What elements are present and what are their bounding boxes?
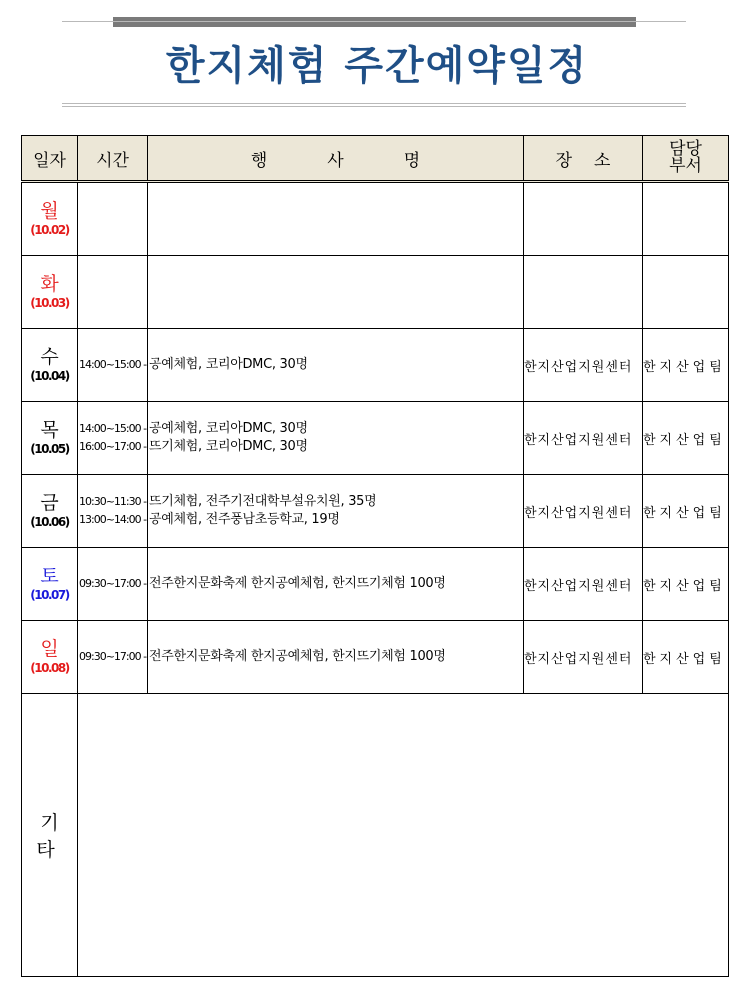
day-date: (10.04) — [30, 369, 69, 383]
day-name: 일 — [40, 638, 59, 660]
time-slot: 10:30~11:30 - — [79, 495, 147, 508]
event-cell — [148, 548, 524, 621]
time-slot: 14:00~15:00 - — [79, 358, 147, 371]
time-slot: 13:00~14:00 - — [79, 513, 147, 526]
schedule-table — [21, 135, 729, 977]
event-item: 전주한지문화축제 한지공예체험, 한지뜨기체험 100명 — [149, 576, 446, 591]
day-name: 월 — [40, 200, 59, 222]
header-time: 시간 — [78, 136, 148, 182]
header-place: 장소 — [524, 136, 643, 182]
day-date: (10.06) — [30, 515, 69, 529]
dept-cell: 한지산업팀 — [643, 548, 729, 621]
time-cell — [78, 548, 148, 621]
place-cell: 한지산업지원센터 — [524, 402, 643, 475]
dept-cell: 한지산업팀 — [643, 402, 729, 475]
day-cell — [22, 256, 78, 329]
place-cell — [524, 182, 643, 256]
event-item: 뜨기체험, 전주기전대학부설유치원, 35명 — [149, 494, 377, 509]
event-cell — [148, 182, 524, 256]
day-name: 토 — [40, 565, 59, 587]
time-cell — [78, 182, 148, 256]
dept-cell: 한지산업팀 — [643, 475, 729, 548]
day-row — [22, 256, 729, 329]
time-slot: 09:30~17:00 - — [79, 577, 147, 590]
dept-cell — [643, 182, 729, 256]
header-dept-line1: 담당 — [669, 139, 702, 159]
etc-row — [22, 694, 729, 977]
time-cell — [78, 329, 148, 402]
day-date: (10.02) — [30, 223, 69, 237]
time-slot: 09:30~17:00 - — [79, 650, 147, 663]
event-cell — [148, 256, 524, 329]
time-slot: 16:00~17:00 - — [79, 440, 147, 453]
day-cell — [22, 182, 78, 256]
day-row — [22, 402, 729, 475]
day-name: 목 — [40, 419, 59, 441]
day-row — [22, 548, 729, 621]
etc-label: 기타 — [22, 694, 78, 977]
header-event: 행사명 — [148, 136, 524, 182]
day-cell — [22, 548, 78, 621]
event-cell — [148, 329, 524, 402]
time-cell — [78, 402, 148, 475]
etc-content — [78, 694, 729, 977]
title-underline-2 — [62, 106, 686, 107]
dept-cell: 한지산업팀 — [643, 329, 729, 402]
day-date: (10.08) — [30, 661, 69, 675]
place-cell: 한지산업지원센터 — [524, 621, 643, 694]
day-cell — [22, 329, 78, 402]
day-name: 수 — [40, 346, 59, 368]
day-date: (10.03) — [30, 296, 69, 310]
day-date: (10.07) — [30, 588, 69, 602]
day-row — [22, 475, 729, 548]
title-underline — [62, 103, 686, 104]
day-cell — [22, 621, 78, 694]
day-row — [22, 621, 729, 694]
top-decor-bar — [113, 17, 636, 27]
place-cell: 한지산업지원센터 — [524, 548, 643, 621]
event-cell — [148, 621, 524, 694]
top-decor-line — [62, 21, 686, 22]
page-title: 한지체험 주간예약일정 — [165, 43, 589, 89]
time-cell — [78, 256, 148, 329]
dept-cell — [643, 256, 729, 329]
header-day: 일자 — [22, 136, 78, 182]
event-item: 공예체험, 코리아DMC, 30명 — [149, 357, 308, 372]
dept-cell: 한지산업팀 — [643, 621, 729, 694]
day-date: (10.05) — [30, 442, 69, 456]
day-cell — [22, 402, 78, 475]
place-cell — [524, 256, 643, 329]
day-cell — [22, 475, 78, 548]
event-item: 공예체험, 코리아DMC, 30명 — [149, 421, 308, 436]
time-cell — [78, 475, 148, 548]
day-row — [22, 182, 729, 256]
event-item: 뜨기체험, 코리아DMC, 30명 — [149, 439, 308, 454]
place-cell: 한지산업지원센터 — [524, 329, 643, 402]
place-cell: 한지산업지원센터 — [524, 475, 643, 548]
event-cell — [148, 475, 524, 548]
event-item: 공예체험, 전주풍남초등학교, 19명 — [149, 512, 340, 527]
time-cell — [78, 621, 148, 694]
day-name: 화 — [40, 273, 59, 295]
day-name: 금 — [40, 492, 59, 514]
header-dept — [643, 136, 729, 182]
day-row — [22, 329, 729, 402]
event-cell — [148, 402, 524, 475]
header-row — [22, 136, 729, 182]
time-slot: 14:00~15:00 - — [79, 422, 147, 435]
event-item: 전주한지문화축제 한지공예체험, 한지뜨기체험 100명 — [149, 649, 446, 664]
header-dept-line2: 부서 — [669, 156, 702, 176]
